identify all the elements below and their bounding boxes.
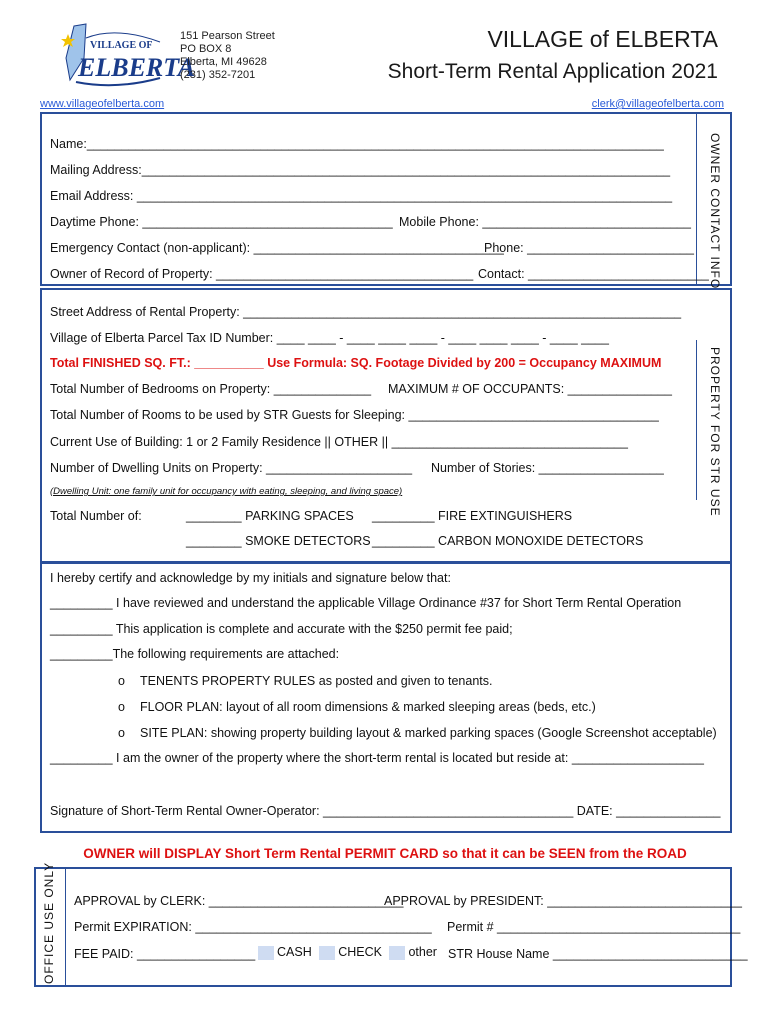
check-checkbox[interactable] [319,946,335,960]
bullet-icon: o [118,700,125,714]
parking-spaces-field[interactable]: ________ PARKING SPACES [186,509,354,523]
address-line: Elberta, MI 49628 [180,56,267,68]
bullet-icon: o [118,726,125,740]
requirement-item: FLOOR PLAN: layout of all room dimensions & marked sleeping areas (beds, etc.) [140,700,596,714]
signature-field[interactable]: Signature of Short-Term Rental Owner-Operator: ____________________________________ DATE: _______________ [50,804,721,818]
fire-extinguishers-field[interactable]: _________ FIRE EXTINGUISHERS [372,509,573,523]
max-occupants-field[interactable]: MAXIMUM # OF OCCUPANTS: _______________ [388,382,672,396]
permit-number-field[interactable]: Permit # ___________________________________ [447,920,741,934]
parcel-id-field[interactable]: Village of Elberta Parcel Tax ID Number: ____ ____ - ____ ____ ____ - ____ ____ ____ - ____ ____ [50,331,609,345]
dwelling-note: (Dwelling Unit: one family unit for occupancy with eating, sleeping, and living space) [50,486,403,497]
emergency-phone-field[interactable]: Phone: ________________________ [484,241,694,255]
mailing-address-field[interactable]: Mailing Address:____________________________________________________________________________ [50,163,671,177]
website-link[interactable]: www.villageofelberta.com [40,98,165,110]
street-address-field[interactable]: Street Address of Rental Property: _______________________________________________________________ [50,305,682,319]
co-detectors-field[interactable]: _________ CARBON MONOXIDE DETECTORS [372,534,644,548]
mobile-phone-field[interactable]: Mobile Phone: ______________________________ [399,215,691,229]
address-line: PO BOX 8 [180,43,232,55]
property-tab [696,340,732,517]
requirement-item: TENENTS PROPERTY RULES as posted and given to tenants. [140,674,493,688]
check-label: CHECK [338,945,382,959]
property-tab-label: PROPERTY FOR STR USE [708,347,722,517]
initial-owner-residence-field[interactable]: _________ I am the owner of the property where the short-term rental is located but reside at: ___________________ [50,751,704,765]
initial-requirements-field[interactable]: _________The following requirements are attached: [50,647,340,661]
finished-sqft-field[interactable]: Total FINISHED SQ. FT.: __________ Use Formula: SQ. Footage Divided by 200 = Occupancy MAXIMUM [50,356,662,370]
owner-tab-label: OWNER CONTACT INFO [708,133,722,290]
owner-of-record-field[interactable]: Owner of Record of Property: _____________________________________ [50,267,474,281]
sleeping-rooms-field[interactable]: Total Number of Rooms to be used by STR Guests for Sleeping: ____________________________________ [50,408,659,422]
cash-checkbox[interactable] [258,946,274,960]
permit-expiration-field[interactable]: Permit EXPIRATION: __________________________________ [74,920,432,934]
payment-options [248,945,437,960]
emergency-contact-field[interactable]: Emergency Contact (non-applicant): ____________________________________ [50,241,504,255]
approval-clerk-field[interactable]: APPROVAL by CLERK: ____________________________ [74,894,404,908]
other-label: other [408,945,437,959]
village-logo [56,18,196,98]
owner-tab [696,114,732,290]
dwelling-units-field[interactable]: Number of Dwelling Units on Property: _____________________ [50,461,413,475]
svg-text:ELBERTA: ELBERTA [78,53,196,82]
office-tab [36,861,66,985]
email-link[interactable]: clerk@villageofelberta.com [591,98,724,110]
total-number-label: Total Number of: [50,509,142,523]
stories-field[interactable]: Number of Stories: __________________ [431,461,664,475]
other-checkbox[interactable] [389,946,405,960]
page-title: VILLAGE of ELBERTA [487,26,718,52]
fee-paid-field[interactable]: FEE PAID: _________________ [74,947,256,961]
office-tab-label: OFFICE USE ONLY [42,861,56,984]
initial-ordinance-field[interactable]: _________ I have reviewed and understand the applicable Village Ordinance #37 for Short Term Rental Operation [50,596,682,610]
certify-intro: I hereby certify and acknowledge by my initials and signature below that: [50,571,451,585]
name-field[interactable]: Name:___________________________________________________________________________________ [50,137,664,151]
daytime-phone-field[interactable]: Daytime Phone: ____________________________________ [50,215,393,229]
requirement-item: SITE PLAN: showing property building layout & marked parking spaces (Google Screenshot acceptable) [140,726,717,740]
owner-contact-field[interactable]: Contact: __________________________ [478,267,709,281]
address-line: 151 Pearson Street [180,30,275,42]
page-subtitle: Short-Term Rental Application 2021 [387,60,718,83]
display-notice: OWNER will DISPLAY Short Term Rental PERMIT CARD so that it can be SEEN from the ROAD [83,846,687,861]
svg-text:VILLAGE OF: VILLAGE OF [90,40,153,51]
cash-label: CASH [277,945,312,959]
initial-complete-field[interactable]: _________ This application is complete and accurate with the $250 permit fee paid; [50,622,513,636]
house-name-field[interactable]: STR House Name ____________________________ [448,947,748,961]
current-use-field[interactable]: Current Use of Building: 1 or 2 Family Residence || OTHER || __________________________________ [50,435,628,449]
address-line: (231) 352-7201 [180,69,256,81]
bullet-icon: o [118,674,125,688]
approval-president-field[interactable]: APPROVAL by PRESIDENT: ____________________________ [384,894,742,908]
bedrooms-field[interactable]: Total Number of Bedrooms on Property: ______________ [50,382,372,396]
smoke-detectors-field[interactable]: ________ SMOKE DETECTORS [186,534,371,548]
email-field[interactable]: Email Address: _____________________________________________________________________________ [50,189,673,203]
address-block [180,30,275,82]
